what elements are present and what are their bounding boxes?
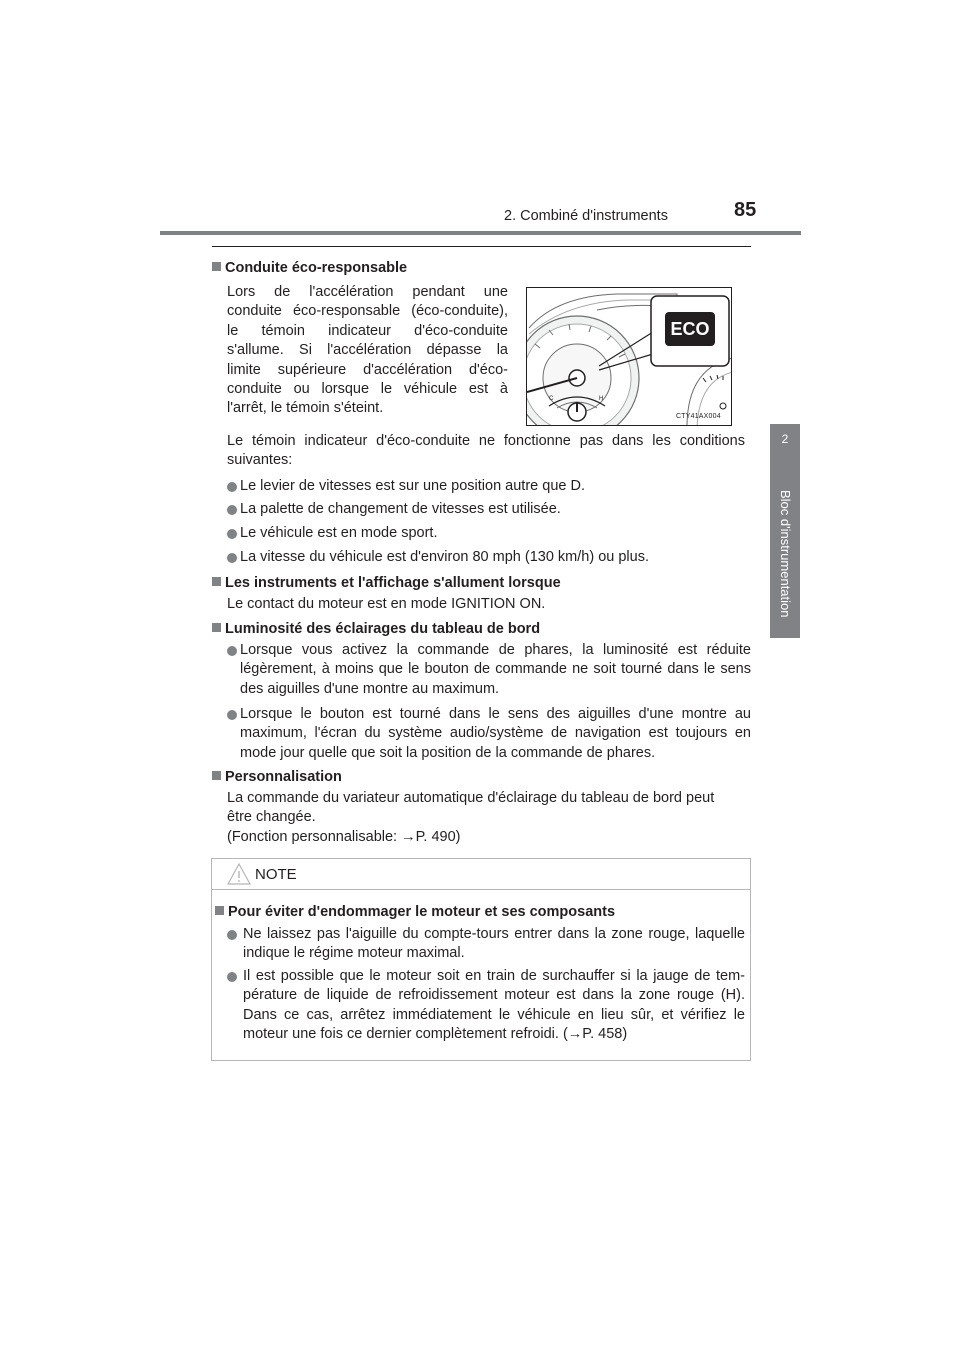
eco-bullet-item: Le levier de vitesses est sur une position autre que D. [227,477,745,496]
custom-heading: Personnalisation [212,768,342,786]
header-rule [160,231,801,235]
brightness-bullet-item: Lorsque le bouton est tourné dans le sens des aiguilles d'une montre au maximum, l'écran du système audio/système de navigation est toujours en mode jour quelle que soit la position de la commande de phares. [227,705,751,763]
eco-intro-line: le témoin indicateur d'éco-conduite [227,322,508,339]
square-bullet-icon [212,623,221,632]
eco-intro [227,283,508,419]
note-title: NOTE [255,866,297,883]
square-bullet-icon [212,771,221,780]
bullet-dot-icon [227,972,237,982]
eco-conditions-text: Le témoin indicateur d'éco-conduite ne fonctionne pas dans les conditions suivantes: [227,433,745,469]
instrument-cluster-illustration [527,288,732,426]
note-bullet-item: Ne laissez pas l'aiguille du compte-tours entrer dans la zone rouge, laquelle indique le régime moteur maximal. [227,925,745,964]
instruments-heading: Les instruments et l'affichage s'allument lorsque [212,574,561,592]
svg-text:H: H [599,396,604,402]
bullet-dot-icon [227,482,237,492]
svg-text:C: C [549,396,554,402]
custom-line: être changée. [227,809,316,825]
custom-line: La commande du variateur automatique d'éclairage du tableau de bord peut [227,790,715,806]
chapter-number: 2 [781,432,789,446]
square-bullet-icon [215,906,224,915]
eco-intro-line: conduite ou lorsque le véhicule est à [227,381,508,398]
eco-intro-line: conduite éco-responsable (éco-conduite), [227,303,508,320]
eco-heading: Conduite éco-responsable [212,259,407,277]
page-number: 85 [734,199,757,221]
warning-triangle-icon [227,862,251,886]
bullet-dot-icon [227,505,237,515]
square-bullet-icon [212,262,221,271]
brightness-heading: Luminosité des éclairages du tableau de bord [212,620,540,638]
brightness-bullet-item: Lorsque vous activez la commande de phares, la luminosité est réduite légèrement, à moins que le bouton de commande ne soit tourné dans le sens des aiguilles d'une montre au maximum. [227,641,751,699]
instruments-text: Le contact du moteur est en mode IGNITION ON. [227,596,546,612]
square-bullet-icon [212,577,221,586]
content-top-rule [212,246,751,247]
chapter-title: Bloc d'instrumentation [778,490,793,618]
note-heading: Pour éviter d'endommager le moteur et ses composants [215,903,615,921]
eco-intro-line: s'allume. Si l'accélération dépasse la [227,342,508,359]
bullet-dot-icon [227,646,237,656]
note-bullet-item: Il est possible que le moteur soit en train de surchauffer si la jauge de tem-pérature de liquide de refroidissement moteur est dans la zone rouge (H). Dans ce cas, arrêtez immédiatement le véhicule en lieu sûr, et vérifiez le moteur une fois ce dernier complètement refroidi. (→P. 458) [227,967,745,1045]
figure-code: CTY41AX004 [676,413,721,420]
bullet-dot-icon [227,553,237,563]
bullet-dot-icon [227,710,237,720]
section-title: 2. Combiné d'instruments [504,208,668,224]
eco-indicator-figure [526,287,732,426]
custom-page-reference[interactable]: (Fonction personnalisable: →P. 490) [227,829,461,845]
bullet-dot-icon [227,529,237,539]
eco-bullet-item: La vitesse du véhicule est d'environ 80 mph (130 km/h) ou plus. [227,548,745,567]
eco-indicator-badge: ECO [670,319,710,339]
eco-intro-line: Lors de l'accélération pendant une [227,284,508,300]
eco-bullet-item: Le véhicule est en mode sport. [227,524,745,543]
note-divider [212,889,750,890]
eco-intro-line: limite supérieure d'accélération d'éco- [227,361,508,378]
eco-bullet-item: La palette de changement de vitesses est utilisée. [227,500,745,519]
bullet-dot-icon [227,930,237,940]
eco-intro-line: l'arrêt, le témoin s'éteint. [227,400,384,417]
